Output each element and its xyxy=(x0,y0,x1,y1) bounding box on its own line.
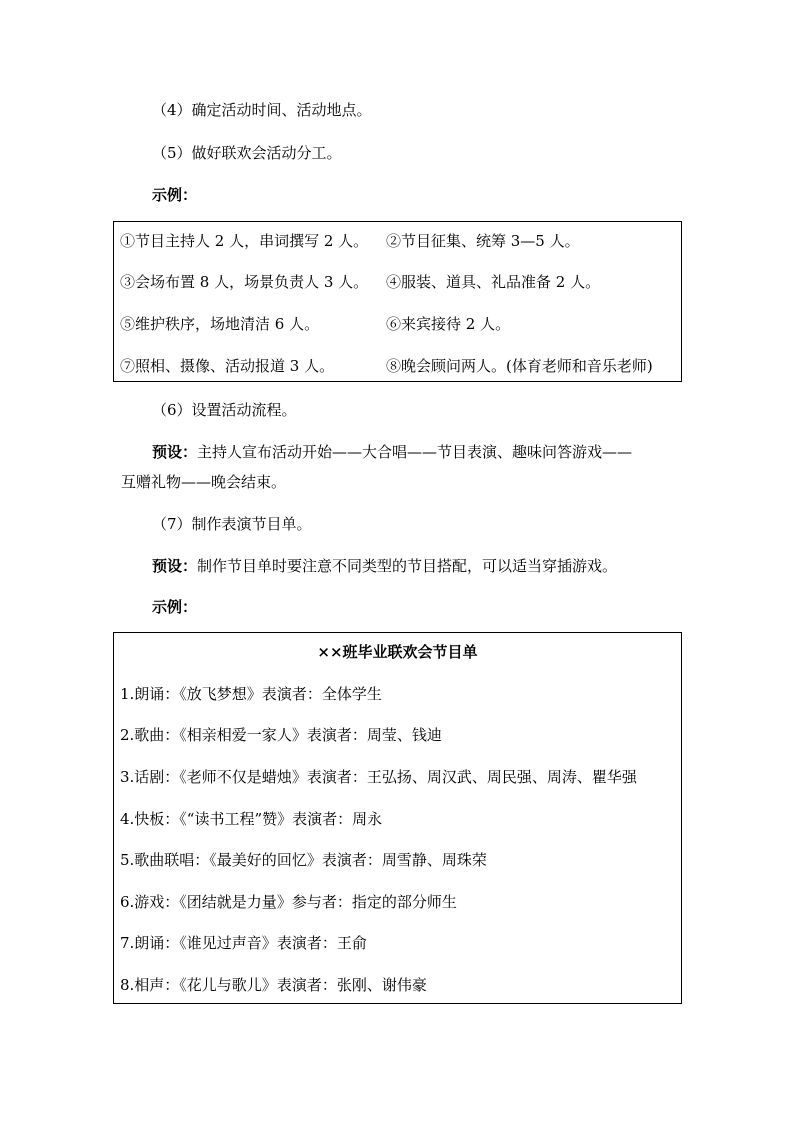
preset-text: 制作节目单时要注意不同类型的节目搭配，可以适当穿插游戏。 xyxy=(197,557,618,575)
program-item: 7.朗诵：《谁见过声音》表演者：王俞 xyxy=(120,934,367,952)
program-item: 2.歌曲：《相亲相爱一家人》表演者：周莹、钱迪 xyxy=(120,726,442,744)
example-label-2: 示例： xyxy=(152,598,198,616)
step-4: （4）确定活动时间、活动地点。 xyxy=(152,101,372,119)
program-item: 8.相声：《花儿与歌儿》表演者：张刚、谢伟豪 xyxy=(120,976,427,994)
division-item: ④服装、道具、礼品准备 2 人。 xyxy=(386,273,601,291)
preset-text: 主持人宣布活动开始——大合唱——节目表演、趣味问答游戏—— xyxy=(197,443,633,461)
step-5: （5）做好联欢会活动分工。 xyxy=(152,144,342,162)
preset-label: 预设： xyxy=(152,557,198,575)
division-item: ①节目主持人 2 人，串词撰写 2 人。 xyxy=(120,232,369,250)
division-item: ⑤维护秩序，场地清洁 6 人。 xyxy=(120,315,320,333)
example-label-1: 示例： xyxy=(152,186,198,204)
program-box xyxy=(113,632,682,1004)
program-item: 5.歌曲联唱：《最美好的回忆》表演者：周雪静、周珠荣 xyxy=(120,851,487,869)
preset-1-continued: 互赠礼物——晚会结束。 xyxy=(121,473,287,491)
division-box xyxy=(113,221,682,382)
preset-1 xyxy=(152,442,632,462)
division-item: ③会场布置 8 人，场景负责人 3 人。 xyxy=(120,273,369,291)
division-item: ⑧晚会顾问两人。(体育老师和音乐老师) xyxy=(386,357,653,375)
step-7: （7）制作表演节目单。 xyxy=(152,515,312,533)
step-6: （6）设置活动流程。 xyxy=(152,401,297,419)
division-item: ⑥来宾接待 2 人。 xyxy=(386,315,511,333)
program-item: 1.朗诵：《放飞梦想》表演者：全体学生 xyxy=(120,685,382,703)
program-title: ××班毕业联欢会节目单 xyxy=(317,643,478,661)
program-item: 6.游戏：《团结就是力量》参与者：指定的部分师生 xyxy=(120,893,457,911)
division-item: ⑦照相、摄像、活动报道 3 人。 xyxy=(120,357,335,375)
preset-label: 预设： xyxy=(152,443,198,461)
program-item: 3.话剧：《老师不仅是蜡烛》表演者：王弘扬、周汉武、周民强、周涛、瞿华强 xyxy=(120,768,637,786)
division-item: ②节目征集、统筹 3—5 人。 xyxy=(386,232,580,250)
program-item: 4.快板：《“读书工程”赞》表演者：周永 xyxy=(120,810,383,828)
preset-2 xyxy=(152,556,617,576)
